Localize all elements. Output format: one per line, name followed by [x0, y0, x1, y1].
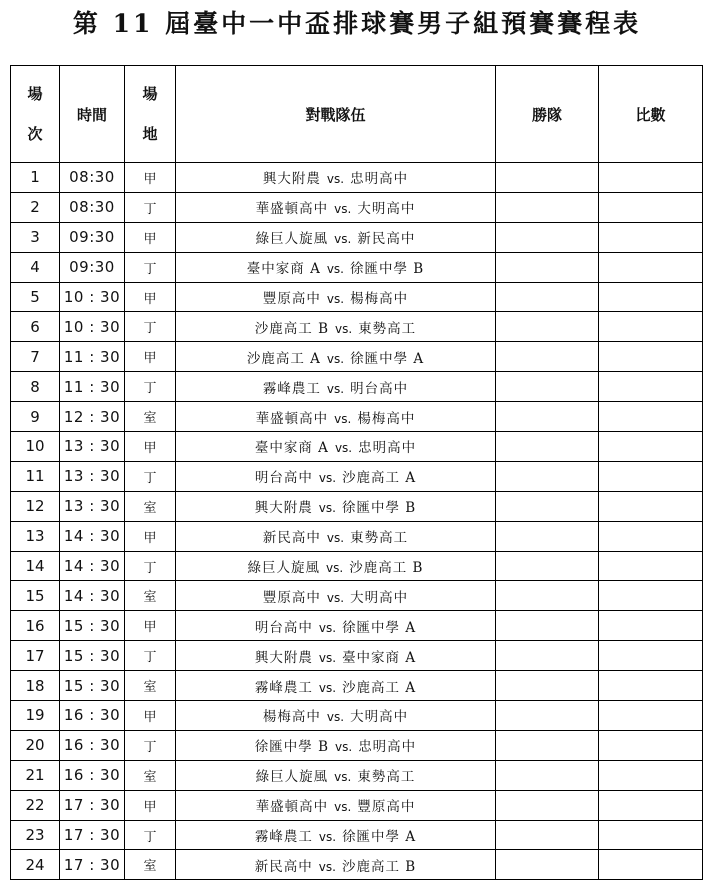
winner-cell[interactable] [496, 850, 599, 880]
score-cell[interactable] [599, 611, 703, 641]
matchup-cell [176, 850, 496, 880]
game-number: 20 [11, 730, 60, 760]
game-court: 丁 [125, 192, 176, 222]
matchup-cell [176, 581, 496, 611]
table-row [11, 701, 703, 731]
vs-label: vs. [326, 351, 345, 366]
game-number: 11 [11, 461, 60, 491]
header-court-char-2: 地 [142, 125, 158, 143]
matchup-cell [176, 312, 496, 342]
winner-cell[interactable] [496, 282, 599, 312]
header-game-no-char-2: 次 [27, 125, 43, 143]
away-team: 徐匯中學 A [342, 619, 417, 636]
game-court: 丁 [125, 252, 176, 282]
score-cell[interactable] [599, 192, 703, 222]
header-row [11, 66, 703, 163]
matchup-cell [176, 252, 496, 282]
matchup-cell [176, 282, 496, 312]
vs-label: vs. [326, 262, 344, 277]
score-cell[interactable] [599, 551, 703, 581]
table-row [11, 521, 703, 551]
game-court: 丁 [125, 312, 176, 342]
winner-cell[interactable] [496, 461, 599, 491]
table-row [11, 432, 703, 462]
vs-label: vs. [326, 531, 345, 546]
game-court: 室 [125, 760, 176, 790]
table-row [11, 671, 703, 701]
game-time: 14 : 30 [60, 581, 125, 611]
header-game-no [11, 66, 60, 163]
away-team: 沙鹿高工 B [349, 560, 424, 577]
vs-label: vs. [318, 859, 336, 874]
winner-cell[interactable] [496, 163, 599, 193]
matchup-cell [176, 521, 496, 551]
table-row [11, 282, 703, 312]
score-cell[interactable] [599, 432, 703, 462]
home-team: 臺中家商 A [254, 440, 329, 457]
away-team: 東勢高工 [350, 530, 409, 547]
score-cell[interactable] [599, 820, 703, 850]
game-number: 19 [11, 701, 60, 731]
vs-label: vs. [326, 561, 344, 576]
away-team: 大明高中 [357, 201, 416, 218]
game-time: 15 : 30 [60, 671, 125, 701]
game-time: 14 : 30 [60, 551, 125, 581]
game-number: 4 [11, 252, 60, 282]
away-team: 臺中家商 A [342, 649, 417, 666]
game-time: 17 : 30 [60, 820, 125, 850]
vs-label: vs. [326, 172, 345, 187]
home-team: 綠巨人旋風 [255, 231, 329, 248]
away-team: 大明高中 [350, 589, 409, 606]
winner-cell[interactable] [496, 760, 599, 790]
home-team: 華盛頓高中 [255, 201, 329, 218]
vs-label: vs. [335, 740, 353, 755]
game-time: 10 : 30 [60, 282, 125, 312]
game-court: 丁 [125, 641, 176, 671]
game-time: 12 : 30 [60, 402, 125, 432]
home-team: 沙鹿高工 A [246, 350, 321, 367]
matchup-cell [176, 760, 496, 790]
away-team: 東勢高工 [357, 769, 416, 786]
game-number: 22 [11, 790, 60, 820]
game-time: 16 : 30 [60, 730, 125, 760]
game-time: 11 : 30 [60, 372, 125, 402]
vs-label: vs. [318, 501, 336, 516]
game-number: 1 [11, 163, 60, 193]
game-court: 室 [125, 402, 176, 432]
table-row [11, 312, 703, 342]
game-number: 8 [11, 372, 60, 402]
game-court: 丁 [125, 372, 176, 402]
winner-cell[interactable] [496, 432, 599, 462]
game-court: 甲 [125, 790, 176, 820]
vs-label: vs. [334, 411, 352, 426]
game-court: 室 [125, 581, 176, 611]
winner-cell[interactable] [496, 491, 599, 521]
home-team: 華盛頓高中 [255, 410, 329, 427]
schedule-table [10, 65, 703, 880]
game-number: 17 [11, 641, 60, 671]
home-team: 徐匯中學 B [254, 739, 330, 756]
game-number: 9 [11, 402, 60, 432]
home-team: 綠巨人旋風 [255, 769, 329, 786]
winner-cell[interactable] [496, 192, 599, 222]
game-court: 室 [125, 491, 176, 521]
vs-label: vs. [334, 800, 352, 815]
game-court: 丁 [125, 730, 176, 760]
game-time: 11 : 30 [60, 342, 125, 372]
home-team: 興大附農 [262, 171, 321, 188]
score-cell[interactable] [599, 790, 703, 820]
game-court: 室 [125, 850, 176, 880]
score-cell[interactable] [599, 521, 703, 551]
winner-cell[interactable] [496, 222, 599, 252]
vs-label: vs. [318, 471, 337, 486]
header-court [125, 66, 176, 163]
score-cell[interactable] [599, 730, 703, 760]
matchup-cell [176, 342, 496, 372]
game-court: 甲 [125, 701, 176, 731]
table-row [11, 252, 703, 282]
header-winner: 勝隊 [496, 66, 599, 163]
table-row [11, 850, 703, 880]
game-court: 室 [125, 671, 176, 701]
table-row [11, 551, 703, 581]
away-team: 忠明高中 [358, 739, 417, 756]
vs-label: vs. [334, 202, 352, 217]
score-cell[interactable] [599, 312, 703, 342]
home-team: 興大附農 [254, 649, 313, 666]
matchup-cell [176, 611, 496, 641]
away-team: 忠明高中 [358, 440, 417, 457]
game-number: 15 [11, 581, 60, 611]
game-number: 23 [11, 820, 60, 850]
score-cell[interactable] [599, 581, 703, 611]
away-team: 忠明高中 [350, 171, 409, 188]
table-row [11, 402, 703, 432]
away-team: 大明高中 [350, 709, 409, 726]
game-court: 甲 [125, 222, 176, 252]
game-time: 17 : 30 [60, 790, 125, 820]
table-row [11, 342, 703, 372]
vs-label: vs. [335, 321, 353, 336]
matchup-cell [176, 222, 496, 252]
score-cell[interactable] [599, 461, 703, 491]
game-time: 08:30 [60, 192, 125, 222]
away-team: 徐匯中學 A [350, 350, 425, 367]
winner-cell[interactable] [496, 252, 599, 282]
table-row [11, 820, 703, 850]
table-row [11, 222, 703, 252]
game-time: 16 : 30 [60, 760, 125, 790]
table-row [11, 730, 703, 760]
away-team: 楊梅高中 [350, 291, 409, 307]
winner-cell[interactable] [496, 820, 599, 850]
home-team: 豐原高中 [262, 589, 321, 606]
game-number: 24 [11, 850, 60, 880]
score-cell[interactable] [599, 342, 703, 372]
home-team: 臺中家商 A [246, 261, 321, 278]
game-number: 14 [11, 551, 60, 581]
page-title: 第 11 屆臺中一中盃排球賽男子組預賽賽程表 [72, 9, 642, 38]
table-row [11, 372, 703, 402]
game-time: 14 : 30 [60, 521, 125, 551]
winner-cell[interactable] [496, 342, 599, 372]
matchup-cell [176, 402, 496, 432]
matchup-cell [176, 551, 496, 581]
home-team: 沙鹿高工 B [254, 320, 330, 337]
game-time: 10 : 30 [60, 312, 125, 342]
home-team: 綠巨人旋風 [247, 560, 321, 577]
matchup-cell [176, 820, 496, 850]
table-row [11, 491, 703, 521]
home-team: 華盛頓高中 [255, 799, 329, 816]
vs-label: vs. [318, 620, 337, 635]
score-cell[interactable] [599, 222, 703, 252]
header-court-char-1: 場 [142, 85, 158, 103]
game-number: 12 [11, 491, 60, 521]
vs-label: vs. [326, 381, 345, 396]
game-court: 甲 [125, 163, 176, 193]
winner-cell[interactable] [496, 730, 599, 760]
away-team: 徐匯中學 B [350, 261, 425, 278]
away-team: 徐匯中學 B [341, 500, 417, 517]
away-team: 東勢高工 [358, 320, 417, 337]
vs-label: vs. [326, 710, 345, 725]
winner-cell[interactable] [496, 790, 599, 820]
away-team: 明台高中 [350, 380, 409, 397]
score-cell[interactable] [599, 671, 703, 701]
table-row [11, 192, 703, 222]
game-time: 15 : 30 [60, 611, 125, 641]
table-row [11, 641, 703, 671]
winner-cell[interactable] [496, 701, 599, 731]
matchup-cell [176, 701, 496, 731]
game-time: 13 : 30 [60, 461, 125, 491]
home-team: 明台高中 [254, 619, 313, 636]
away-team: 楊梅高中 [357, 410, 416, 427]
matchup-cell [176, 491, 496, 521]
header-score: 比數 [599, 66, 703, 163]
game-number: 5 [11, 282, 60, 312]
game-time: 13 : 30 [60, 432, 125, 462]
vs-label: vs. [318, 830, 337, 845]
vs-label: vs. [318, 680, 337, 695]
game-number: 18 [11, 671, 60, 701]
winner-cell[interactable] [496, 581, 599, 611]
winner-cell[interactable] [496, 402, 599, 432]
home-team: 新民高中 [254, 858, 313, 875]
table-row [11, 611, 703, 641]
vs-label: vs. [326, 590, 345, 605]
game-time: 09:30 [60, 222, 125, 252]
winner-cell[interactable] [496, 551, 599, 581]
game-number: 10 [11, 432, 60, 462]
table-row [11, 581, 703, 611]
matchup-cell [176, 461, 496, 491]
score-cell[interactable] [599, 402, 703, 432]
header-match: 對戰隊伍 [176, 66, 496, 163]
matchup-cell [176, 432, 496, 462]
game-number: 21 [11, 760, 60, 790]
score-cell[interactable] [599, 372, 703, 402]
vs-label: vs. [334, 232, 352, 247]
away-team: 沙鹿高工 B [341, 858, 417, 875]
table-row [11, 790, 703, 820]
winner-cell[interactable] [496, 611, 599, 641]
table-row [11, 461, 703, 491]
matchup-cell [176, 790, 496, 820]
game-court: 丁 [125, 461, 176, 491]
game-court: 丁 [125, 820, 176, 850]
away-team: 沙鹿高工 A [342, 679, 417, 696]
away-team: 沙鹿高工 A [342, 470, 417, 487]
game-court: 丁 [125, 551, 176, 581]
game-time: 16 : 30 [60, 701, 125, 731]
home-team: 霧峰農工 [262, 380, 321, 397]
vs-label: vs. [334, 441, 353, 456]
game-court: 甲 [125, 611, 176, 641]
game-number: 3 [11, 222, 60, 252]
game-court: 甲 [125, 282, 176, 312]
game-court: 甲 [125, 432, 176, 462]
game-number: 13 [11, 521, 60, 551]
game-court: 甲 [125, 521, 176, 551]
vs-label: vs. [318, 650, 337, 665]
matchup-cell [176, 730, 496, 760]
game-time: 08:30 [60, 163, 125, 193]
home-team: 興大附農 [254, 500, 313, 517]
game-court: 甲 [125, 342, 176, 372]
vs-label: vs. [334, 770, 352, 785]
score-cell[interactable] [599, 850, 703, 880]
game-number: 2 [11, 192, 60, 222]
game-time: 15 : 30 [60, 641, 125, 671]
winner-cell[interactable] [496, 372, 599, 402]
home-team: 霧峰農工 [254, 829, 313, 846]
score-cell[interactable] [599, 760, 703, 790]
matchup-cell [176, 163, 496, 193]
winner-cell[interactable] [496, 521, 599, 551]
winner-cell[interactable] [496, 671, 599, 701]
table-row [11, 760, 703, 790]
game-time: 09:30 [60, 252, 125, 282]
home-team: 霧峰農工 [254, 679, 313, 696]
vs-label: vs. [326, 292, 345, 306]
matchup-cell [176, 372, 496, 402]
score-cell[interactable] [599, 701, 703, 731]
score-cell[interactable] [599, 252, 703, 282]
game-number: 6 [11, 312, 60, 342]
winner-cell[interactable] [496, 641, 599, 671]
header-game-no-char-1: 場 [27, 85, 43, 103]
header-time: 時間 [60, 66, 125, 163]
home-team: 楊梅高中 [262, 709, 321, 726]
game-time: 13 : 30 [60, 491, 125, 521]
matchup-cell [176, 641, 496, 671]
score-cell[interactable] [599, 163, 703, 193]
home-team: 明台高中 [254, 470, 313, 487]
home-team: 豐原高中 [262, 291, 321, 307]
game-number: 7 [11, 342, 60, 372]
away-team: 新民高中 [357, 231, 416, 248]
schedule-body [11, 163, 703, 880]
away-team: 徐匯中學 A [342, 829, 417, 846]
game-time: 17 : 30 [60, 850, 125, 880]
score-cell[interactable] [599, 282, 703, 312]
matchup-cell [176, 192, 496, 222]
winner-cell[interactable] [496, 312, 599, 342]
away-team: 豐原高中 [357, 799, 416, 816]
matchup-cell [176, 671, 496, 701]
game-number: 16 [11, 611, 60, 641]
home-team: 新民高中 [262, 530, 321, 547]
table-row [11, 163, 703, 193]
score-cell[interactable] [599, 491, 703, 521]
score-cell[interactable] [599, 641, 703, 671]
